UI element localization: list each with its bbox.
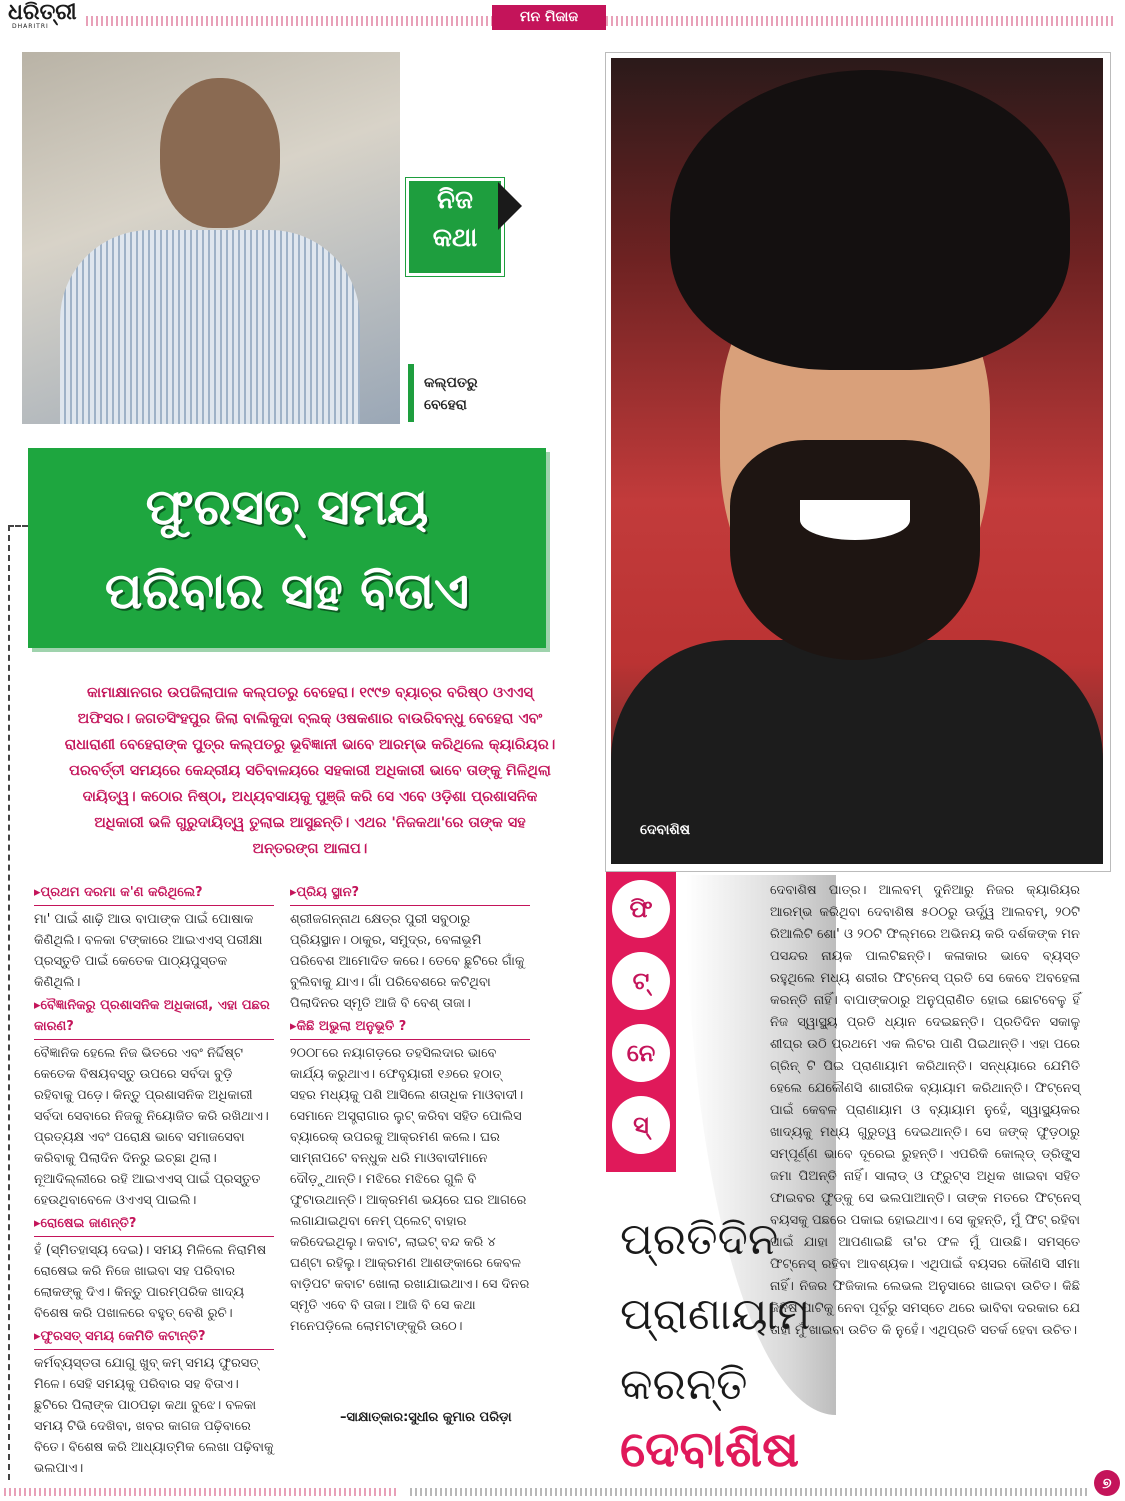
collector-photo-shirt (60, 230, 360, 424)
headline-line-1: ଫୁରସତ୍ ସମୟ (145, 478, 429, 536)
actor-photo-caption: ଦେବାଶିଷ (640, 822, 691, 838)
actor-photo-beard (730, 440, 980, 660)
collector-photo-face (160, 78, 280, 228)
answer: ହଁ (ସ୍ମିତହାସ୍ୟ ଦେଇ)। ସମୟ ମିଳିଲେ ନିରାମିଷ ରୋଷେଇ କରି ନିଜେ ଖାଇବା ସହ ପରିବାର ଲୋକଙ୍କୁ ଦିଏ। କିନ୍ତୁ ପାରମ୍ପରିକ ଖାଦ୍ୟ ବିଶେଷ କରି ପଖାଳରେ ବହୁତ୍ ବେଶି ରୁଚି। (34, 1243, 267, 1321)
answer: କର୍ମବ୍ୟସ୍ତତା ଯୋଗୁ ଖୁବ୍ କମ୍ ସମୟ ଫୁରସତ୍ ମିଳେ। ସେହି ସମୟକୁ ପରିବାର ସହ ବିତାଏ। ଛୁଟିରେ ପିଲାଙ୍କ ପାଠପଢ଼ା କଥା ବୁଝେ। ବଳକା ସମୟ ଟିଭି ଦେଖିବା, ଖବର କାଗଜ ପଢ଼ିବାରେ ବିତେ। ବିଶେଷ କରି ଆଧ୍ୟାତ୍ମିକ ଲେଖା ପଢ଼ିବାକୁ ଭଲପାଏ। (34, 1356, 274, 1476)
newspaper-logo-sub: DHARITRI (12, 23, 49, 30)
bottom-rule-right (410, 1488, 1090, 1496)
answer: ଶ୍ରୀଜଗନ୍ନାଥ କ୍ଷେତ୍ର ପୁରୀ ସବୁଠାରୁ ପ୍ରିୟସ୍ଥାନ। ଠାକୁର, ସମୁଦ୍ର, ବେଳାଭୂମି ପରିବେଶ ଆମୋଦିତ କରେ। ତେବେ ଛୁଟିରେ ଗାଁକୁ ବୁଲିବାକୁ ଯାଏ। ଗାଁ ପରିବେଶରେ କଟିଥିବା ପିଲାଦିନର ସ୍ମୃତି ଆଜି ବି ବେଶ୍ ତାଜା। (290, 912, 525, 1011)
page-number: ୭ (1094, 1470, 1120, 1496)
fitness-letter: ଟ୍ (612, 952, 670, 1010)
newspaper-logo: ଧରିତ୍ରୀ (8, 0, 77, 25)
caption-line-1: କଲ୍ପତରୁ (424, 375, 478, 391)
badge-line-2: କଥା (432, 223, 478, 253)
big-title-line-2: ପ୍ରାଣାୟାମ (620, 1289, 811, 1340)
question: ▸ ବୈଜ୍ଞାନିକରୁ ପ୍ରଶାସନିକ ଅଧିକାରୀ, ଏହା ପଛର କାରଣ? (34, 995, 274, 1037)
badge-arrow-icon (498, 182, 522, 230)
interview-column-2 (290, 880, 530, 1337)
big-title-line-3: କରନ୍ତି (620, 1359, 748, 1410)
badge-line-1: ନିଜ (437, 185, 473, 215)
question: ▸ କିଛି ଅଭୁଲା ଅନୁଭୂତି ? (290, 1016, 530, 1037)
headline-line-2: ପରିବାର ସହ ବିତାଏ (104, 562, 470, 620)
bottom-rule-left (4, 1488, 399, 1496)
nija-katha-badge (406, 178, 504, 276)
fitness-letter: ସ୍ (612, 1096, 670, 1154)
big-title-line-1: ପ୍ରତିଦିନ (620, 1214, 779, 1265)
dotted-border-left (8, 525, 10, 1480)
interview-column-1 (34, 880, 274, 1479)
question: ▸ ପ୍ରଥମ ଦରମା କ'ଣ କରିଥିଲେ? (34, 882, 274, 903)
big-title-name: ଦେବାଶିଷ (620, 1420, 800, 1478)
question: ▸ ରୋଷେଇ ଜାଣନ୍ତି? (34, 1213, 274, 1234)
dotted-border-top (8, 525, 28, 527)
question: ▸ ଫୁରସତ୍ ସମୟ କେମିତି କଟାନ୍ତି? (34, 1326, 274, 1347)
question-rule (34, 905, 274, 906)
collector-photo-caption (420, 370, 482, 418)
fitness-letter: ଫି (612, 880, 670, 938)
fitness-letter: ନେ (612, 1024, 670, 1082)
answer: ବୈଜ୍ଞାନିକ ହେଲେ ନିଜ ଭିତରେ ଏବଂ ନିର୍ଦ୍ଦିଷ୍ଟ କେତେକ ବିଷୟବସ୍ତୁ ଉପରେ ସର୍ବଦା ବୁଡ଼ି ରହିବାକୁ ପଡ଼େ। କିନ୍ତୁ ପ୍ରଶାସନିକ ଅଧିକାରୀ ସର୍ବଦା ସେବାରେ ନିଜକୁ ନିୟୋଜିତ କରି ରଖିଥାଏ। ପ୍ରତ୍ୟକ୍ଷ ଏବଂ ପରୋକ୍ଷ ଭାବେ ସମାଜସେବା କରିବାକୁ ପିଲାଦିନ ଦିନରୁ ଇଚ୍ଛା ଥିଲା। ନୂଆଦିଲ୍ଲୀରେ ରହି ଆଇଏଏସ୍ ପାଇଁ ପ୍ରସ୍ତୁତ ହେଉଥିବାବେଳେ ଓଏଏସ୍ ପାଇଲି। (34, 1046, 269, 1208)
caption-bar (408, 364, 414, 422)
question-rule (34, 1039, 274, 1040)
caption-line-2: ବେହେରା (424, 397, 467, 413)
interview-byline: –ସାକ୍ଷାତ୍‌କାର:ସୁଧୀର କୁମାର ପରିଡ଼ା (340, 1410, 512, 1425)
answer: ମା' ପାଇଁ ଶାଢ଼ି ଆଉ ବାପାଙ୍କ ପାଇଁ ପୋଷାକ କିଣିଥିଲି। ବଳକା ଟଙ୍କାରେ ଆଇଏଏସ୍ ପରୀକ୍ଷା ପ୍ରସ୍ତୁତି ପାଇଁ କେତେକ ପାଠ୍ୟପୁସ୍ତକ କିଣିଥିଲି। (34, 912, 263, 990)
actor-photo-smile (800, 500, 910, 540)
section-tab: ମନ ମିଜାଜ (492, 5, 606, 30)
question-rule (34, 1236, 274, 1237)
question-rule (290, 905, 530, 906)
answer: ୨୦୦୮ରେ ନୟାଗଡ଼ରେ ତହସିଲଦାର ଭାବେ କାର୍ଯ୍ୟ କରୁଥାଏ। ଫେବୃୟାରୀ ୧୬ରେ ହଠାତ୍ ସହର ମଧ୍ୟକୁ ପଶି ଆସିଲେ ଶତାଧିକ ମାଓବାଦୀ। ସେମାନେ ଅସ୍ତ୍ରାଗାର ଲୁଟ୍ କରିବା ସହିତ ପୋଲିସ ବ୍ୟାରେକ୍ ଉପରକୁ ଆକ୍ରମଣ କଲେ। ଘର ସାମ୍ନାପଟେ ବନ୍ଧୁକ ଧରି ମାଓବାଦୀମାନେ ଦୌଡ଼ୁଥାନ୍ତି। ମଝିରେ ମଝିରେ ଗୁଳି ବି ଫୁଟାଉଥାନ୍ତି। ଆକ୍ରମଣ ଭୟରେ ଘର ଆଗରେ ଲଗାଯାଇଥିବା ନେମ୍ ପ୍ଲେଟ୍ ବାହାର କରିଦେଇଥିଲୁ। କବାଟ, ଲାଇଟ୍ ବନ୍ଦ କରି ୪ ଘଣ୍ଟା ରହିଲୁ। ଆକ୍ରମଣ ଆଶଙ୍କାରେ କେବଳ ବାଡ଼ିପଟ କବାଟ ଖୋଲା ରଖାଯାଇଥାଏ। ସେ ଦିନର ସ୍ମୃତି ଏବେ ବି ତାଜା। ଆଜି ବି ସେ କଥା ମନେପଡ଼ିଲେ ଲୋମଟାଙ୍କୁରି ଉଠେ। (290, 1046, 530, 1334)
actor-photo-hair (670, 70, 1070, 370)
intro-paragraph: କାମାକ୍ଷାନଗର ଉପଜିଲାପାଳ କଲ୍ପତରୁ ବେହେରା। ୧୯୯୭ ବ୍ୟାଚ୍‌ର ବରିଷ୍ଠ ଓଏଏସ୍ ଅଫିସର। ଜଗତସିଂହପୁର ଜିଲା ବାଲିକୁଦା ବ୍ଲକ୍ ଓଷକଣାର ବାଉରିବନ୍ଧୁ ବେହେରା ଏବଂ ରାଧାରାଣୀ ବେହେରାଙ୍କ ପୁତ୍ର କଲ୍ପତରୁ ଭୂବିଜ୍ଞାନୀ ଭାବେ ଆରମ୍ଭ କରିଥିଲେ କ୍ୟାରିୟର। ପରବର୍ତ୍ତୀ ସମୟରେ କେନ୍ଦ୍ରୀୟ ସଚିବାଳୟରେ ସହକାରୀ ଅଧିକାରୀ ଭାବେ ତାଙ୍କୁ ମିଳିଥିଲା ଦାୟିତ୍ୱ। କଠୋର ନିଷ୍ଠା, ଅଧ୍ୟବସାୟକୁ ପୁଞ୍ଜି କରି ସେ ଏବେ ଓଡ଼ିଶା ପ୍ରଶାସନିକ ଅଧିକାରୀ ଭଳି ଗୁରୁଦାୟିତ୍ୱ ତୁଲାଇ ଆସୁଛନ୍ତି। ଏଥର 'ନିଜକଥା'ରେ ତାଙ୍କ ସହ ଅନ୍ତରଙ୍ଗ ଆଳାପ। (64, 685, 556, 857)
fitness-paragraph: ଦେବାଶିଷ ପାତ୍ର। ଆଲବମ୍ ଦୁନିଆରୁ ନିଜର କ୍ୟାରିୟର ଆରମ୍ଭ କରିଥିବା ଦେବାଶିଷ ୫୦୦ରୁ ଊର୍ଦ୍ଧ୍ୱ ଆଲବମ୍, ୨୦ଟି ରିଆଲିଟି ଶୋ' ଓ ୨୦ଟି ଫିଲ୍ମରେ ଅଭିନୟ କରି ଦର୍ଶକଙ୍କ ମନ ପସନ୍ଦର ନାୟକ ପାଲଟିଛନ୍ତି। କଳାକାର ଭାବେ ବ୍ୟସ୍ତ ରହୁଥିଲେ ମଧ୍ୟ ଶରୀର ଫିଟ୍‌ନେସ୍ ପ୍ରତି ସେ କେବେ ଅବହେଳା କରନ୍ତି ନାହିଁ। ବାପାଙ୍କଠାରୁ ଅନୁପ୍ରାଣିତ ହୋଇ ଛୋଟବେଳୁ ହିଁ ନିଜ ସ୍ୱାସ୍ଥ୍ୟ ପ୍ରତି ଧ୍ୟାନ ଦେଇଛନ୍ତି। ପ୍ରତିଦିନ ସକାଳୁ ଶୀଘ୍ର ଉଠି ପ୍ରଥମେ ଏକ ଲିଟର ପାଣି ପିଇଥାନ୍ତି। ଏହା ପରେ ଗ୍ରିନ୍ ଟି ପିଇ ପ୍ରାଣାୟାମ କରିଥାନ୍ତି। ସନ୍ଧ୍ୟାରେ ଯେମିତି ହେଲେ ଯେକୌଣସି ଶାରୀରିକ ବ୍ୟାୟାମ କରିଥାନ୍ତି। ଫିଟ୍‌ନେସ୍ ପାଇଁ କେବଳ ପ୍ରାଣାୟାମ ଓ ବ୍ୟାୟାମ ନୁହେଁ, ସ୍ୱାସ୍ଥ୍ୟକର ଖାଦ୍ୟକୁ ମଧ୍ୟ ଗୁରୁତ୍ୱ ଦେଇଥାନ୍ତି। ସେ ଜଙ୍କ୍ ଫୁଡ଼ଠାରୁ ସମ୍ପୂର୍ଣ୍ଣ ଭାବେ ଦୂରେଇ ରୁହନ୍ତି। ଏପରିକି କୋଲ୍ଡ୍ ଡ୍ରିଙ୍କ୍ସ ଜମା ପିଅନ୍ତି ନାହିଁ। ସାଲାଡ୍ ଓ ଫ୍ରୁଟ୍ସ ଅଧିକ ଖାଇବା ସହିତ ଫାଇବର ଫୁଡ୍‌କୁ ସେ ଭଲପାଆନ୍ତି। ତାଙ୍କ ମତରେ ଫିଟ୍‌ନେସ୍ ବୟସକୁ ପଛରେ ପକାଇ ହୋଇଥାଏ। ସେ କୁହନ୍ତି, ମୁଁ ଫିଟ୍ ରହିବା ପାଇଁ ଯାହା ଆପଣାଇଛି ତା'ର ଫଳ ମୁଁ ପାଉଛି। ସମସ୍ତେ ଫିଟ୍‌ନେସ୍ ରହିବା ଆବଶ୍ୟକ। ଏଥିପାଇଁ ବୟସର କୌଣସି ସୀମା ନାହିଁ। ନିଜର ଫିଜିକାଲ ଲେଭଲ ଅନୁସାରେ ଖାଇବା ଉଚିତ। କିଛି ଜିନିଷ ପାଟିକୁ ନେବା ପୂର୍ବରୁ ସମସ୍ତେ ଥରେ ଭାବିବା ଦରକାର ଯେ ତାହା ମୁଁ ଖାଇବା ଉଚିତ କି ନୁହେଁ। ଏଥିପ୍ରତି ସତର୍କ ହେବା ଉଚିତ। (770, 883, 1080, 1338)
question-rule (34, 1349, 274, 1350)
question: ▸ ପ୍ରିୟ ସ୍ଥାନ? (290, 882, 530, 903)
question-rule (290, 1039, 530, 1040)
